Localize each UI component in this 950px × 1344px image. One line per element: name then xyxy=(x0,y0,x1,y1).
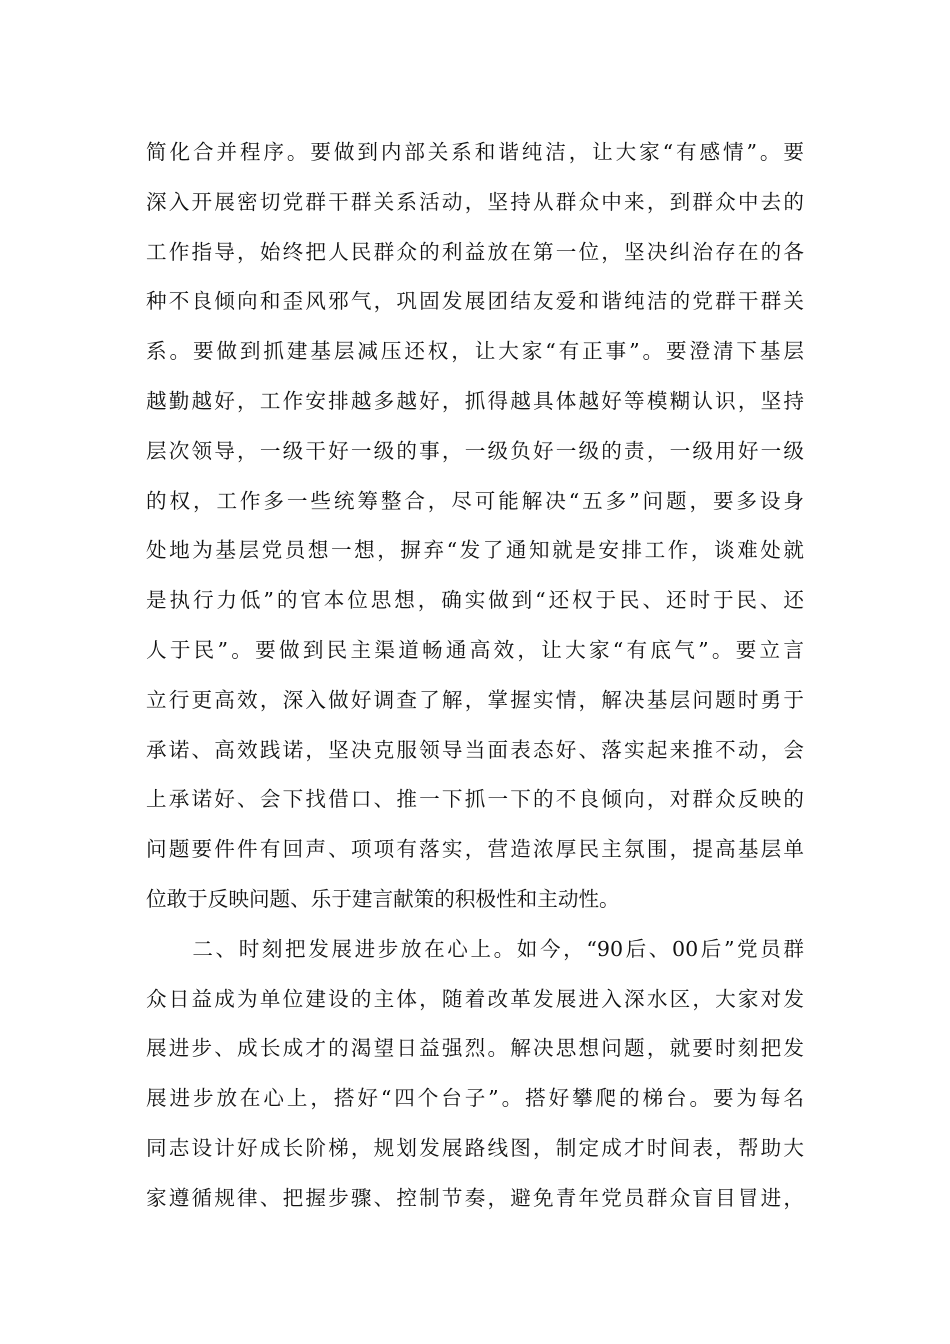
text-line: 的权，工作多一些统筹整合，尽可能解决“五多”问题，要多设身 xyxy=(146,488,804,513)
text-line: 种不良倾向和歪风邪气，巩固发展团结友爱和谐纯洁的党群干群关 xyxy=(146,289,804,314)
text-line: 人于民”。要做到民主渠道畅通高效，让大家“有底气”。要立言 xyxy=(146,637,804,662)
text-line: 处地为基层党员想一想，摒弃“发了通知就是安排工作，谈难处就 xyxy=(146,538,804,563)
text-line: 家遵循规律、把握步骤、控制节奏，避免青年党员群众盲目冒进， xyxy=(146,1185,804,1210)
text-line: 展进步放在心上，搭好“四个台子”。搭好攀爬的梯台。要为每名 xyxy=(146,1086,804,1111)
text-line: 越勤越好，工作安排越多越好，抓得越具体越好等模糊认识，坚持 xyxy=(146,388,804,413)
text-line: 承诺、高效践诺，坚决克服领导当面表态好、落实起来推不动，会 xyxy=(146,737,804,762)
text-line: 问题要件件有回声、项项有落实，营造浓厚民主氛围，提高基层单 xyxy=(146,837,804,862)
section-heading-line: 二、时刻把发展进步放在心上。如今，“90后、00后”党员群 xyxy=(146,936,804,961)
text-line: 展进步、成长成才的渴望日益强烈。解决思想问题，就要时刻把发 xyxy=(146,1036,804,1061)
text-line: 层次领导，一级干好一级的事，一级负好一级的责，一级用好一级 xyxy=(146,438,804,463)
text-line: 立行更高效，深入做好调查了解，掌握实情，解决基层问题时勇于 xyxy=(146,687,804,712)
text-line: 系。要做到抓建基层减压还权，让大家“有正事”。要澄清下基层 xyxy=(146,339,804,364)
paragraph-end-line: 位敢于反映问题、乐于建言献策的积极性和主动性。 xyxy=(146,886,620,911)
document-body-text xyxy=(146,128,804,1224)
text-line: 上承诺好、会下找借口、推一下抓一下的不良倾向，对群众反映的 xyxy=(146,787,804,812)
text-line: 同志设计好成长阶梯，规划发展路线图，制定成才时间表，帮助大 xyxy=(146,1135,804,1160)
text-line: 简化合并程序。要做到内部关系和谐纯洁，让大家“有感情”。要 xyxy=(146,140,804,164)
text-line: 是执行力低”的官本位思想，确实做到“还权于民、还时于民、还 xyxy=(146,588,804,613)
text-line: 众日益成为单位建设的主体，随着改革发展进入深水区，大家对发 xyxy=(146,986,804,1011)
text-line: 工作指导，始终把人民群众的利益放在第一位，坚决纠治存在的各 xyxy=(146,239,804,264)
text-line: 深入开展密切党群干群关系活动，坚持从群众中来，到群众中去的 xyxy=(146,189,804,214)
